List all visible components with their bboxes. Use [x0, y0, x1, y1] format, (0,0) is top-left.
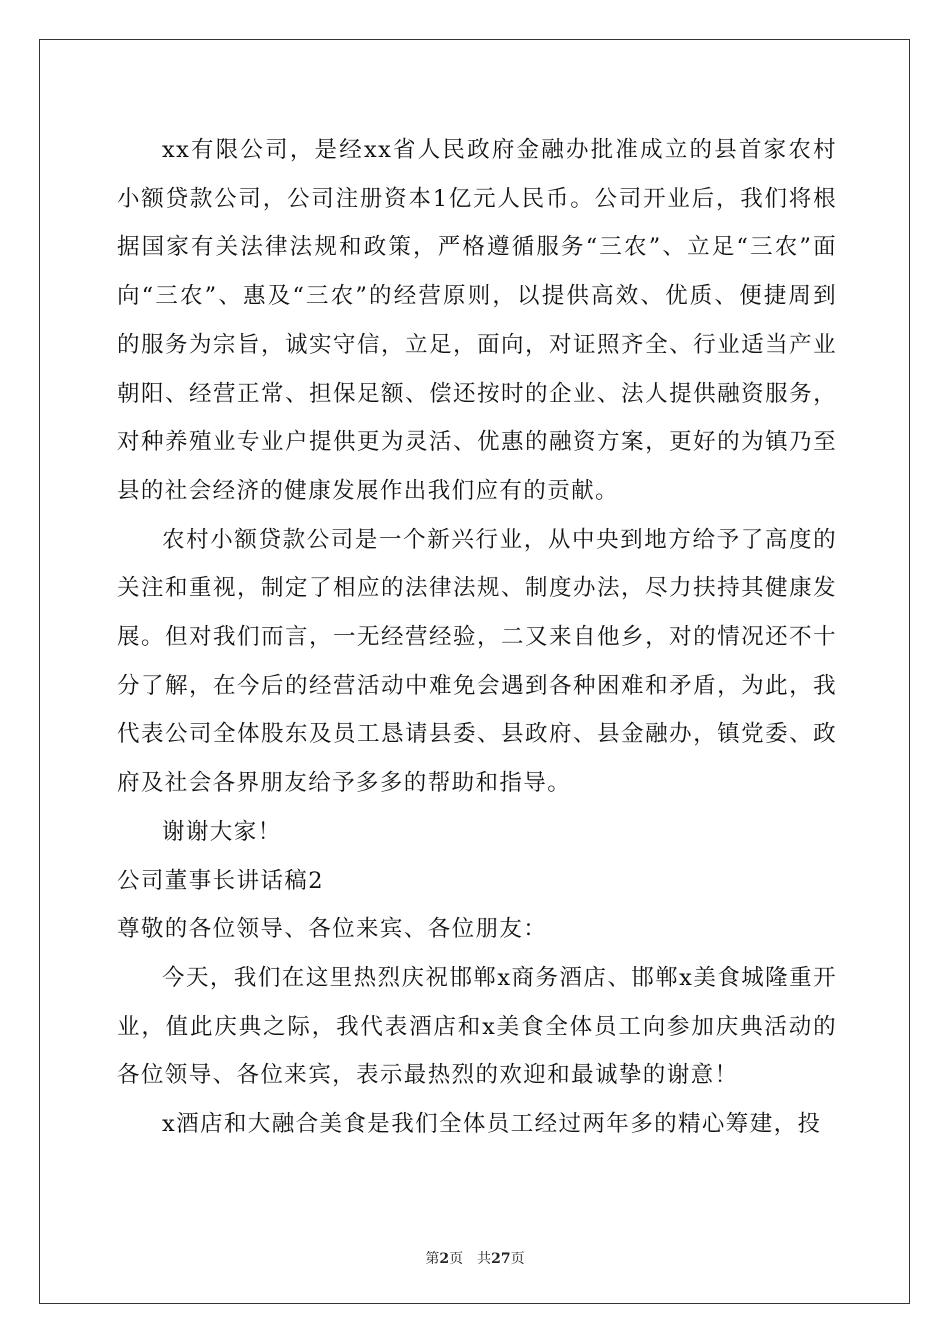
paragraph-hotel-intro: x酒店和大融合美食是我们全体员工经过两年多的精心筹建，投 — [162, 1111, 822, 1138]
paragraph-thanks: 谢谢大家！ — [162, 818, 282, 845]
current-page-number: 2 — [439, 1251, 450, 1267]
total-prefix: 共 — [477, 1251, 492, 1267]
paragraph-opening-celebration: 今天，我们在这里热烈庆祝邯郸x商务酒店、邯郸x美食城隆重开业，值此庆典之际，我代表酒店和x美食全体员工向参加庆典活动的各位领导、各位来宾，表示最热烈的欢迎和最诚挚的谢意！ — [117, 964, 837, 1089]
salutation: 尊敬的各位领导、各位来宾、各位朋友： — [117, 916, 548, 943]
paragraph-company-intro: xx有限公司，是经xx省人民政府金融办批准成立的县首家农村小额贷款公司，公司注册资本1亿元人民币。公司开业后，我们将根据国家有关法律法规和政策，严格遵循服务“三农”、立足“三农”面向“三农”、惠及“三农”的经营原则，以提供高效、优质、便捷周到的服务为宗旨，诚实守信，立足，面向，对证照齐全、行业适当产业朝阳、经营正常、担保足额、偿还按时的企业、法人提供融资服务，对种养殖业专业户提供更为灵活、优惠的融资方案，更好的为镇乃至县的社会经济的健康发展作出我们应有的贡献。 — [117, 137, 837, 504]
page-footer — [0, 1250, 950, 1268]
total-suffix: 页 — [510, 1251, 525, 1267]
paragraph-industry-note: 农村小额贷款公司是一个新兴行业，从中央到地方给予了高度的关注和重视，制定了相应的法律法规、制度办法，尽力扶持其健康发展。但对我们而言，一无经营经验，二又来自他乡，对的情况还不十分了解，在今后的经营活动中难免会遇到各种困难和矛盾，为此，我代表公司全体股东及员工恳请县委、县政府、县金融办，镇党委、政府及社会各界朋友给予多多的帮助和指导。 — [117, 526, 837, 797]
document-body — [117, 126, 837, 1149]
section-heading: 公司董事长讲话稿2 — [117, 867, 324, 894]
page-suffix: 页 — [449, 1251, 464, 1267]
total-page-count: 27 — [491, 1251, 511, 1267]
page-prefix: 第 — [425, 1251, 440, 1267]
